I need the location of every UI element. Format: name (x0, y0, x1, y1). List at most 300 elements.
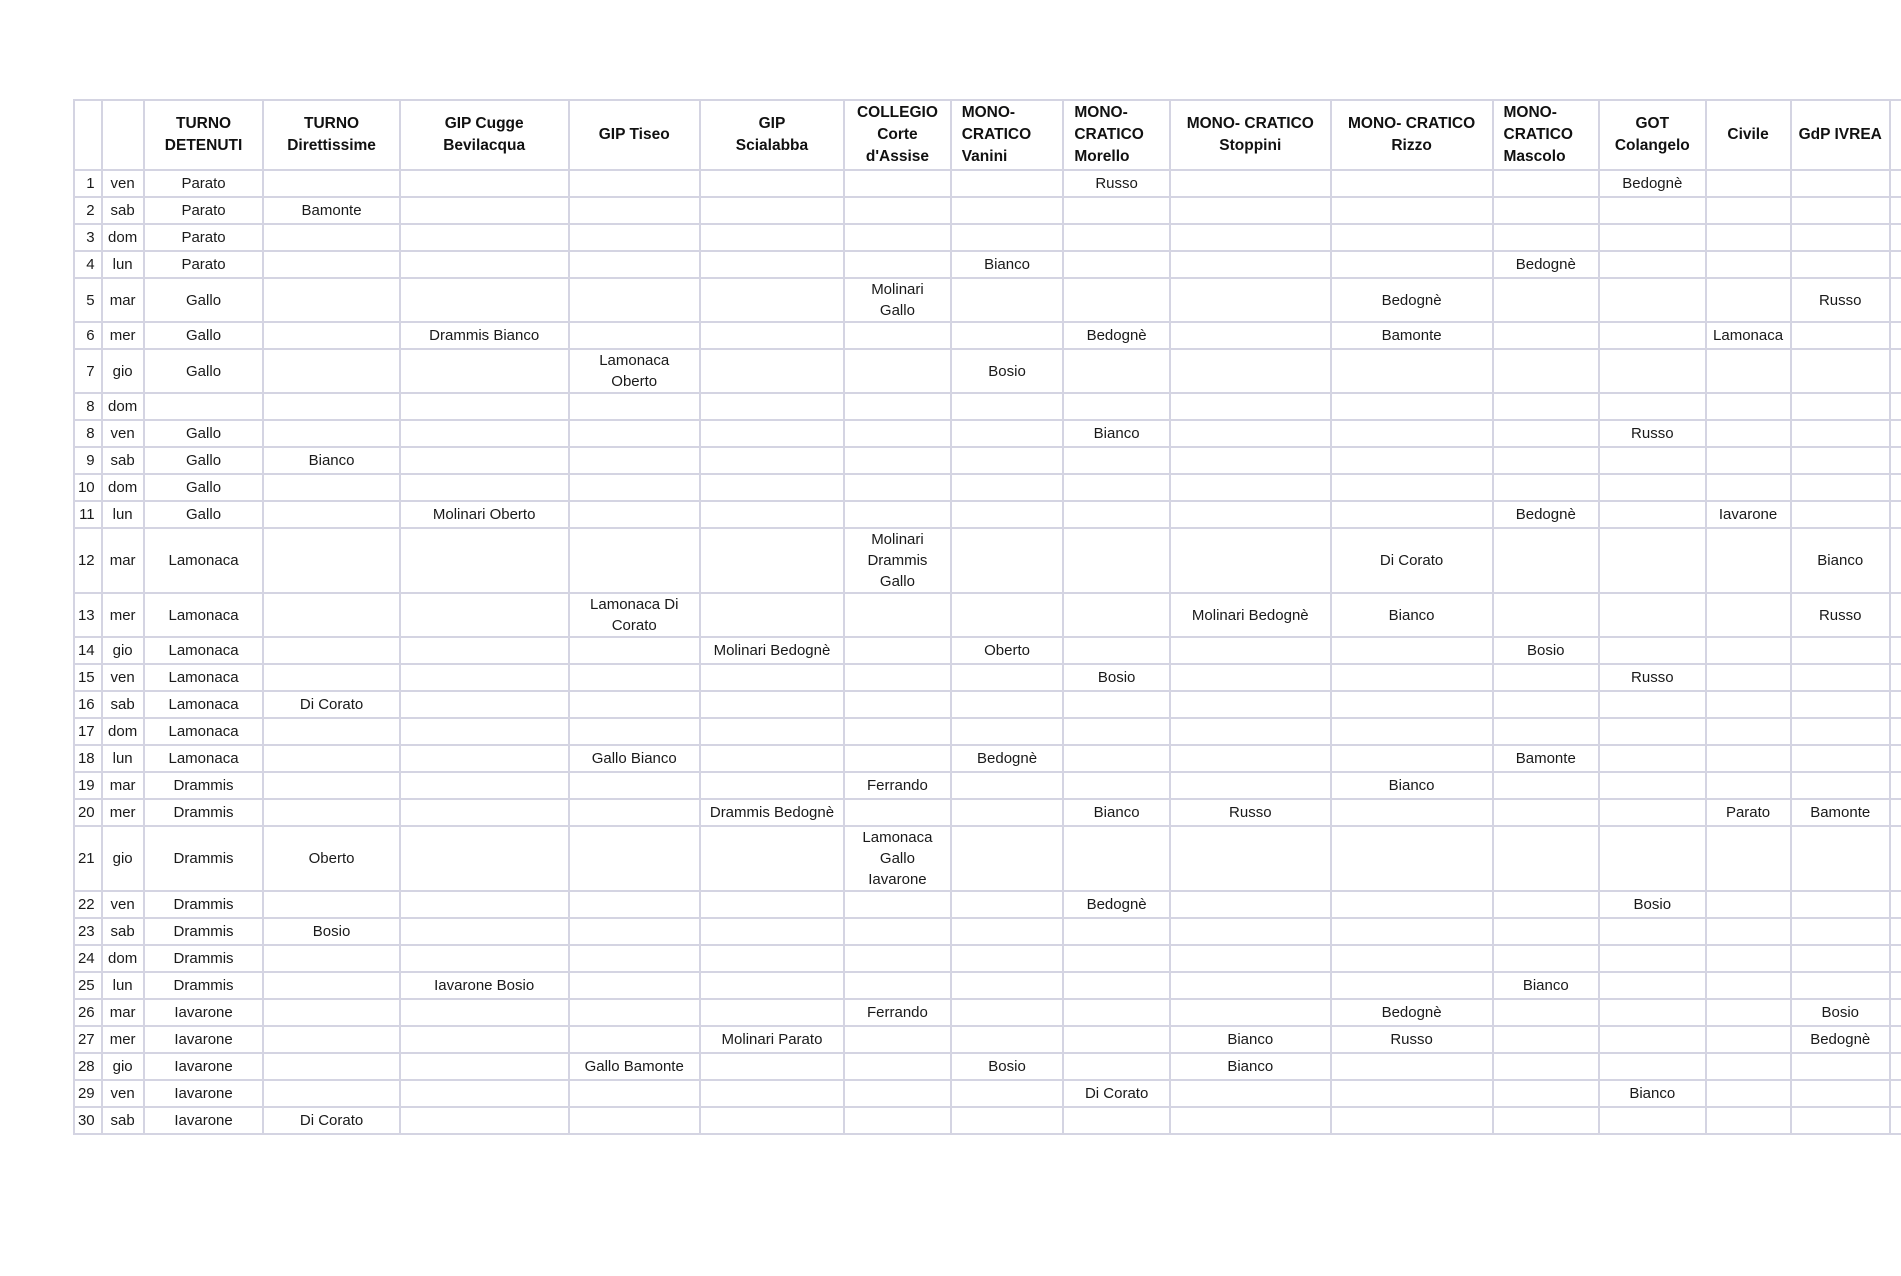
table-cell[interactable] (951, 999, 1064, 1026)
table-cell[interactable] (400, 664, 569, 691)
table-cell[interactable] (700, 826, 844, 891)
table-cell[interactable] (1170, 891, 1331, 918)
empty-cell[interactable] (1890, 251, 1901, 278)
table-cell[interactable] (951, 772, 1064, 799)
table-cell[interactable]: Iavarone (144, 1053, 264, 1080)
table-cell[interactable] (700, 420, 844, 447)
table-cell[interactable] (1599, 691, 1706, 718)
day-number-cell[interactable]: 11 (74, 501, 102, 528)
table-cell[interactable]: Russo (1599, 664, 1706, 691)
table-cell[interactable] (1170, 918, 1331, 945)
table-cell[interactable] (700, 501, 844, 528)
table-cell[interactable] (400, 1080, 569, 1107)
table-cell[interactable] (400, 799, 569, 826)
table-cell[interactable] (1706, 826, 1791, 891)
table-cell[interactable]: Parato (144, 224, 264, 251)
weekday-cell[interactable]: gio (102, 637, 144, 664)
table-cell[interactable] (951, 718, 1064, 745)
table-cell[interactable]: Ferrando (844, 999, 951, 1026)
table-cell[interactable]: Lamonaca (144, 745, 264, 772)
table-cell[interactable] (1170, 999, 1331, 1026)
table-cell[interactable]: Bedognè (951, 745, 1064, 772)
table-cell[interactable] (1331, 972, 1493, 999)
table-cell[interactable]: Di Corato (263, 691, 399, 718)
table-cell[interactable] (1599, 745, 1706, 772)
table-cell[interactable]: Gallo (144, 322, 264, 349)
table-cell[interactable] (1063, 1053, 1170, 1080)
table-cell[interactable]: Drammis (144, 972, 264, 999)
day-number-cell[interactable]: 9 (74, 447, 102, 474)
table-cell[interactable] (700, 393, 844, 420)
table-cell[interactable] (263, 1080, 399, 1107)
weekday-cell[interactable]: lun (102, 972, 144, 999)
table-cell[interactable] (844, 664, 951, 691)
table-cell[interactable] (1791, 691, 1890, 718)
weekday-cell[interactable]: dom (102, 224, 144, 251)
day-number-cell[interactable]: 19 (74, 772, 102, 799)
table-cell[interactable] (1706, 393, 1791, 420)
table-cell[interactable]: Lamonaca (1706, 322, 1791, 349)
table-cell[interactable]: Bedognè (1493, 251, 1600, 278)
table-cell[interactable] (1599, 197, 1706, 224)
table-cell[interactable] (1493, 474, 1600, 501)
table-cell[interactable] (263, 322, 399, 349)
table-cell[interactable] (1170, 1080, 1331, 1107)
table-cell[interactable]: Bianco (1599, 1080, 1706, 1107)
table-cell[interactable] (1331, 224, 1493, 251)
table-cell[interactable] (1331, 826, 1493, 891)
table-cell[interactable] (1493, 1080, 1600, 1107)
table-cell[interactable] (400, 745, 569, 772)
table-cell[interactable] (951, 197, 1064, 224)
table-cell[interactable] (1706, 1026, 1791, 1053)
table-cell[interactable] (1170, 420, 1331, 447)
table-cell[interactable]: Oberto (951, 637, 1064, 664)
table-cell[interactable] (1599, 224, 1706, 251)
table-cell[interactable] (1493, 1053, 1600, 1080)
table-cell[interactable] (263, 224, 399, 251)
table-cell[interactable] (844, 799, 951, 826)
table-cell[interactable] (1791, 772, 1890, 799)
table-cell[interactable] (951, 972, 1064, 999)
table-cell[interactable] (400, 393, 569, 420)
table-cell[interactable]: Bianco (1791, 528, 1890, 593)
table-cell[interactable] (1331, 1107, 1493, 1134)
table-cell[interactable] (263, 1053, 399, 1080)
table-cell[interactable] (1493, 224, 1600, 251)
table-cell[interactable] (1063, 1026, 1170, 1053)
weekday-cell[interactable]: lun (102, 251, 144, 278)
table-cell[interactable]: Parato (144, 197, 264, 224)
col-header-mono-rizzo[interactable]: MONO- CRATICO Rizzo (1331, 100, 1493, 170)
table-cell[interactable]: Bianco (1493, 972, 1600, 999)
table-cell[interactable]: Russo (1791, 593, 1890, 637)
table-cell[interactable] (400, 637, 569, 664)
table-cell[interactable] (569, 891, 700, 918)
table-cell[interactable] (1493, 528, 1600, 593)
table-cell[interactable] (1599, 718, 1706, 745)
day-number-cell[interactable]: 30 (74, 1107, 102, 1134)
table-cell[interactable] (1063, 1107, 1170, 1134)
table-cell[interactable] (1063, 972, 1170, 999)
table-cell[interactable] (1493, 891, 1600, 918)
table-cell[interactable] (1599, 393, 1706, 420)
table-cell[interactable] (400, 826, 569, 891)
table-cell[interactable] (1063, 224, 1170, 251)
table-cell[interactable] (1170, 772, 1331, 799)
table-cell[interactable] (951, 322, 1064, 349)
weekday-cell[interactable]: sab (102, 197, 144, 224)
table-cell[interactable] (951, 278, 1064, 322)
table-cell[interactable]: Gallo (144, 501, 264, 528)
table-cell[interactable] (1493, 197, 1600, 224)
day-number-cell[interactable]: 18 (74, 745, 102, 772)
table-cell[interactable] (1599, 278, 1706, 322)
table-cell[interactable] (1599, 593, 1706, 637)
table-cell[interactable] (700, 691, 844, 718)
weekday-cell[interactable]: ven (102, 420, 144, 447)
table-cell[interactable] (1170, 718, 1331, 745)
table-cell[interactable] (1331, 1080, 1493, 1107)
table-cell[interactable] (1170, 637, 1331, 664)
table-cell[interactable] (1331, 637, 1493, 664)
weekday-cell[interactable]: sab (102, 1107, 144, 1134)
table-cell[interactable] (844, 1080, 951, 1107)
table-cell[interactable] (1170, 197, 1331, 224)
table-cell[interactable] (1493, 664, 1600, 691)
table-cell[interactable] (263, 251, 399, 278)
empty-cell[interactable] (1890, 945, 1901, 972)
weekday-cell[interactable]: sab (102, 447, 144, 474)
table-cell[interactable] (1791, 745, 1890, 772)
table-cell[interactable]: Bosio (1791, 999, 1890, 1026)
table-cell[interactable] (1599, 999, 1706, 1026)
table-cell[interactable] (1063, 474, 1170, 501)
table-cell[interactable] (569, 772, 700, 799)
table-cell[interactable] (1599, 528, 1706, 593)
table-cell[interactable] (1331, 447, 1493, 474)
table-cell[interactable] (1063, 528, 1170, 593)
day-number-cell[interactable]: 24 (74, 945, 102, 972)
table-cell[interactable]: Bianco (1170, 1053, 1331, 1080)
table-cell[interactable] (1791, 224, 1890, 251)
table-cell[interactable]: Molinari Parato (700, 1026, 844, 1053)
table-cell[interactable]: Iavarone (144, 999, 264, 1026)
table-cell[interactable] (700, 322, 844, 349)
table-cell[interactable] (700, 447, 844, 474)
table-cell[interactable] (844, 918, 951, 945)
table-cell[interactable] (951, 593, 1064, 637)
table-cell[interactable] (569, 799, 700, 826)
col-header-mono-mascolo[interactable]: MONO- CRATICO Mascolo (1493, 100, 1600, 170)
table-cell[interactable] (1706, 593, 1791, 637)
empty-cell[interactable] (1890, 999, 1901, 1026)
table-cell[interactable] (569, 528, 700, 593)
table-cell[interactable]: Iavarone (144, 1107, 264, 1134)
table-cell[interactable] (1791, 1080, 1890, 1107)
table-cell[interactable] (400, 691, 569, 718)
table-cell[interactable] (263, 474, 399, 501)
empty-cell[interactable] (1890, 745, 1901, 772)
table-cell[interactable] (1791, 918, 1890, 945)
table-cell[interactable] (700, 224, 844, 251)
table-cell[interactable] (1599, 1053, 1706, 1080)
table-cell[interactable] (263, 501, 399, 528)
table-cell[interactable] (1706, 251, 1791, 278)
table-cell[interactable] (400, 718, 569, 745)
table-cell[interactable] (1706, 447, 1791, 474)
table-cell[interactable] (263, 349, 399, 393)
table-cell[interactable] (569, 1026, 700, 1053)
table-cell[interactable] (700, 349, 844, 393)
empty-cell[interactable] (1890, 322, 1901, 349)
table-cell[interactable] (1791, 322, 1890, 349)
table-cell[interactable]: Russo (1599, 420, 1706, 447)
table-cell[interactable] (144, 393, 264, 420)
table-cell[interactable] (1063, 447, 1170, 474)
day-number-cell[interactable]: 8 (74, 393, 102, 420)
table-cell[interactable] (400, 593, 569, 637)
empty-cell[interactable] (1890, 718, 1901, 745)
table-cell[interactable] (1170, 501, 1331, 528)
table-cell[interactable] (1706, 999, 1791, 1026)
table-cell[interactable] (263, 718, 399, 745)
col-header-num[interactable] (74, 100, 102, 170)
col-header-gdp[interactable]: GdP IVREA (1791, 100, 1890, 170)
table-cell[interactable] (700, 918, 844, 945)
table-cell[interactable]: Bosio (263, 918, 399, 945)
table-cell[interactable] (1599, 826, 1706, 891)
empty-cell[interactable] (1890, 593, 1901, 637)
col-header-collegio[interactable]: COLLEGIO Corte d'Assise (844, 100, 951, 170)
table-cell[interactable]: Bianco (1331, 772, 1493, 799)
table-cell[interactable] (844, 891, 951, 918)
table-cell[interactable]: Molinari Bedognè (700, 637, 844, 664)
table-cell[interactable] (1170, 972, 1331, 999)
table-cell[interactable] (1331, 474, 1493, 501)
empty-cell[interactable] (1890, 349, 1901, 393)
table-cell[interactable] (844, 593, 951, 637)
table-cell[interactable] (569, 322, 700, 349)
empty-cell[interactable] (1890, 278, 1901, 322)
table-cell[interactable] (844, 637, 951, 664)
table-cell[interactable] (400, 278, 569, 322)
table-cell[interactable]: Drammis (144, 799, 264, 826)
table-cell[interactable] (700, 945, 844, 972)
table-cell[interactable] (263, 393, 399, 420)
empty-cell[interactable] (1890, 826, 1901, 891)
table-cell[interactable]: Di Corato (1331, 528, 1493, 593)
weekday-cell[interactable]: mar (102, 278, 144, 322)
table-cell[interactable]: Gallo (144, 474, 264, 501)
table-cell[interactable] (569, 1080, 700, 1107)
table-cell[interactable] (1791, 637, 1890, 664)
table-cell[interactable]: Lamonaca (144, 664, 264, 691)
table-cell[interactable] (700, 197, 844, 224)
table-cell[interactable] (1063, 945, 1170, 972)
day-number-cell[interactable]: 26 (74, 999, 102, 1026)
table-cell[interactable]: Bedognè (1599, 170, 1706, 197)
empty-cell[interactable] (1890, 170, 1901, 197)
table-cell[interactable]: Bedognè (1493, 501, 1600, 528)
empty-cell[interactable] (1890, 1107, 1901, 1134)
table-cell[interactable]: Bamonte (263, 197, 399, 224)
table-cell[interactable] (1331, 170, 1493, 197)
table-cell[interactable] (700, 745, 844, 772)
table-cell[interactable] (1170, 224, 1331, 251)
table-cell[interactable] (1599, 1026, 1706, 1053)
table-cell[interactable] (1170, 170, 1331, 197)
table-cell[interactable] (1331, 251, 1493, 278)
table-cell[interactable]: Ferrando (844, 772, 951, 799)
table-cell[interactable] (1493, 322, 1600, 349)
table-cell[interactable] (1170, 1107, 1331, 1134)
table-cell[interactable]: Drammis (144, 772, 264, 799)
table-cell[interactable]: Lamonaca Gallo Iavarone (844, 826, 951, 891)
col-header-day[interactable] (102, 100, 144, 170)
table-cell[interactable] (1063, 197, 1170, 224)
day-number-cell[interactable]: 3 (74, 224, 102, 251)
table-cell[interactable] (1791, 972, 1890, 999)
table-cell[interactable] (1791, 664, 1890, 691)
weekday-cell[interactable]: mer (102, 1026, 144, 1053)
table-cell[interactable]: Russo (1170, 799, 1331, 826)
day-number-cell[interactable]: 8 (74, 420, 102, 447)
table-cell[interactable] (951, 447, 1064, 474)
table-cell[interactable] (700, 718, 844, 745)
table-cell[interactable] (1493, 718, 1600, 745)
day-number-cell[interactable]: 20 (74, 799, 102, 826)
table-cell[interactable] (844, 1026, 951, 1053)
table-cell[interactable] (951, 945, 1064, 972)
table-cell[interactable] (844, 691, 951, 718)
table-cell[interactable] (1599, 501, 1706, 528)
table-cell[interactable] (951, 170, 1064, 197)
empty-cell[interactable] (1890, 891, 1901, 918)
table-cell[interactable]: Gallo (144, 420, 264, 447)
table-cell[interactable] (1706, 197, 1791, 224)
table-cell[interactable] (569, 718, 700, 745)
table-cell[interactable] (1791, 1107, 1890, 1134)
table-cell[interactable]: Molinari Oberto (400, 501, 569, 528)
day-number-cell[interactable]: 4 (74, 251, 102, 278)
table-cell[interactable] (951, 1107, 1064, 1134)
table-cell[interactable] (1063, 501, 1170, 528)
empty-cell[interactable] (1890, 528, 1901, 593)
table-cell[interactable] (844, 420, 951, 447)
table-cell[interactable] (1791, 393, 1890, 420)
table-cell[interactable] (263, 891, 399, 918)
day-number-cell[interactable]: 28 (74, 1053, 102, 1080)
weekday-cell[interactable]: sab (102, 918, 144, 945)
table-cell[interactable]: Gallo (144, 278, 264, 322)
table-cell[interactable]: Bedognè (1063, 322, 1170, 349)
col-header-mono-morello[interactable]: MONO- CRATICO Morello (1063, 100, 1170, 170)
table-cell[interactable] (700, 170, 844, 197)
table-cell[interactable] (951, 826, 1064, 891)
table-cell[interactable] (263, 664, 399, 691)
table-cell[interactable] (1170, 251, 1331, 278)
table-cell[interactable] (1791, 349, 1890, 393)
table-cell[interactable] (1493, 918, 1600, 945)
table-cell[interactable] (569, 501, 700, 528)
table-cell[interactable] (1599, 945, 1706, 972)
weekday-cell[interactable]: ven (102, 170, 144, 197)
day-number-cell[interactable]: 22 (74, 891, 102, 918)
table-cell[interactable] (569, 691, 700, 718)
table-cell[interactable] (1493, 278, 1600, 322)
empty-cell[interactable] (1890, 1026, 1901, 1053)
table-cell[interactable]: Lamonaca (144, 637, 264, 664)
table-cell[interactable] (1170, 745, 1331, 772)
table-cell[interactable]: Lamonaca (144, 718, 264, 745)
day-number-cell[interactable]: 1 (74, 170, 102, 197)
table-cell[interactable]: Bosio (951, 349, 1064, 393)
empty-cell[interactable] (1890, 918, 1901, 945)
table-cell[interactable] (1170, 322, 1331, 349)
col-header-turno-direttissime[interactable]: TURNO Direttissime (263, 100, 399, 170)
empty-cell[interactable] (1890, 664, 1901, 691)
table-cell[interactable] (263, 170, 399, 197)
day-number-cell[interactable]: 23 (74, 918, 102, 945)
table-cell[interactable]: Di Corato (263, 1107, 399, 1134)
table-cell[interactable] (844, 447, 951, 474)
day-number-cell[interactable]: 21 (74, 826, 102, 891)
table-cell[interactable] (700, 664, 844, 691)
table-cell[interactable]: Bianco (1063, 420, 1170, 447)
table-cell[interactable] (400, 528, 569, 593)
empty-cell[interactable] (1890, 637, 1901, 664)
col-header-mono-stoppini[interactable]: MONO- CRATICO Stoppini (1170, 100, 1331, 170)
table-cell[interactable]: Bamonte (1331, 322, 1493, 349)
table-cell[interactable]: Bosio (1063, 664, 1170, 691)
table-cell[interactable]: Parato (1706, 799, 1791, 826)
table-cell[interactable] (1706, 474, 1791, 501)
table-cell[interactable] (1706, 278, 1791, 322)
table-cell[interactable] (1063, 637, 1170, 664)
table-cell[interactable] (263, 945, 399, 972)
table-cell[interactable]: Oberto (263, 826, 399, 891)
table-cell[interactable] (1170, 945, 1331, 972)
table-cell[interactable] (263, 772, 399, 799)
empty-cell[interactable] (1890, 972, 1901, 999)
col-header-gip-tiseo[interactable]: GIP Tiseo (569, 100, 700, 170)
table-cell[interactable] (1599, 772, 1706, 799)
table-cell[interactable] (400, 999, 569, 1026)
table-cell[interactable]: Bianco (951, 251, 1064, 278)
table-cell[interactable] (400, 945, 569, 972)
empty-cell[interactable] (1890, 447, 1901, 474)
table-cell[interactable] (400, 474, 569, 501)
table-cell[interactable] (1063, 691, 1170, 718)
table-cell[interactable]: Bamonte (1493, 745, 1600, 772)
table-cell[interactable]: Bosio (951, 1053, 1064, 1080)
table-cell[interactable]: Drammis (144, 918, 264, 945)
table-cell[interactable] (1706, 349, 1791, 393)
table-cell[interactable] (1063, 826, 1170, 891)
table-cell[interactable]: Lamonaca Di Corato (569, 593, 700, 637)
table-cell[interactable] (569, 420, 700, 447)
table-cell[interactable] (1599, 1107, 1706, 1134)
table-cell[interactable] (1706, 1107, 1791, 1134)
table-cell[interactable] (1599, 447, 1706, 474)
table-cell[interactable] (1493, 772, 1600, 799)
day-number-cell[interactable]: 5 (74, 278, 102, 322)
table-cell[interactable] (400, 1107, 569, 1134)
table-cell[interactable] (1599, 251, 1706, 278)
table-cell[interactable] (1791, 447, 1890, 474)
table-cell[interactable] (569, 826, 700, 891)
